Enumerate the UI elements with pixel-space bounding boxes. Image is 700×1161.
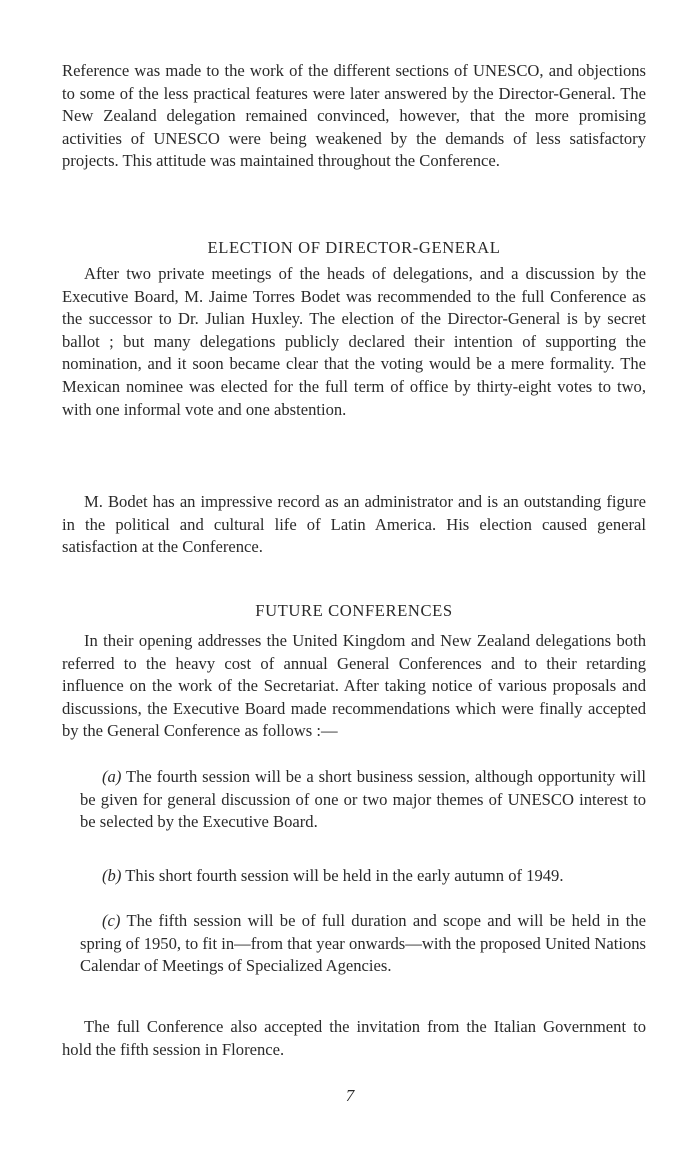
- list-item-body: The fourth session will be a short business session, although opportunity will be given for general discussion of one or two major themes of UNESCO interest to be selected by the Executive Board.: [80, 767, 646, 832]
- paragraph-reference: [62, 60, 646, 173]
- list-item-body: This short fourth session will be held in the early autumn of 1949.: [125, 866, 564, 885]
- list-item-c: [62, 910, 646, 978]
- section-heading: ELECTION OF DIRECTOR-GENERAL: [207, 238, 501, 257]
- list-item-b: [62, 865, 646, 888]
- paragraph-florence: [62, 1016, 646, 1061]
- list-item-body: The fifth session will be of full duration and scope and will be held in the spring of 1950, to fit in—from that year onwards—with the proposed United Nations Calendar of Meetings of Specialized Agencies.: [80, 911, 646, 976]
- list-item-label: (a): [102, 767, 122, 786]
- paragraph-text: M. Bodet has an impressive record as an administrator and is an outstanding figure in the political and cultural life of Latin America. His election caused general satisfaction at the Conference.: [62, 492, 646, 557]
- list-item-label: (c): [102, 911, 121, 930]
- paragraph-text: The full Conference also accepted the invitation from the Italian Government to hold the fifth session in Florence.: [62, 1017, 646, 1059]
- paragraph-text: In their opening addresses the United Kingdom and New Zealand delegations both referred to the heavy cost of annual General Conferences and to their retarding influence on the work of the Secretariat. After taking notice of various proposals and discussions, the Executive Board made recommendations which were finally accepted by the General Conference as follows :—: [62, 631, 646, 741]
- page-number: 7: [345, 1086, 355, 1105]
- paragraph-future: [62, 630, 646, 743]
- paragraph-text: Reference was made to the work of the different sections of UNESCO, and objections to some of the less practical features were later answered by the Director-General. The New Zealand delegation remained convinced, however, that the more promising activities of UNESCO were being weakened by the demands of less satisfactory projects. This attitude was maintained throughout the Conference.: [62, 61, 646, 171]
- paragraph-election: [62, 263, 646, 421]
- list-item-text: [62, 910, 646, 978]
- paragraph-bodet: [62, 491, 646, 559]
- list-item-text: [62, 766, 646, 834]
- section-heading-election: [62, 237, 646, 259]
- list-item-label: (b): [102, 866, 122, 885]
- list-item-a: [62, 766, 646, 834]
- section-heading-future: [62, 600, 646, 622]
- list-item-text: [62, 865, 646, 888]
- section-heading: FUTURE CONFERENCES: [255, 601, 453, 620]
- paragraph-text: After two private meetings of the heads of delegations, and a discussion by the Executive Board, M. Jaime Torres Bodet was recommended to the full Conference as the successor to Dr. Julian Huxley. The election of the Director-General is by secret ballot ; but many delegations publicly declared their intention of supporting the nomination, and it soon became clear that the voting would be a mere formality. The Mexican nominee was elected for the full term of office by thirty-eight votes to two, with one informal vote and one abstention.: [62, 264, 646, 419]
